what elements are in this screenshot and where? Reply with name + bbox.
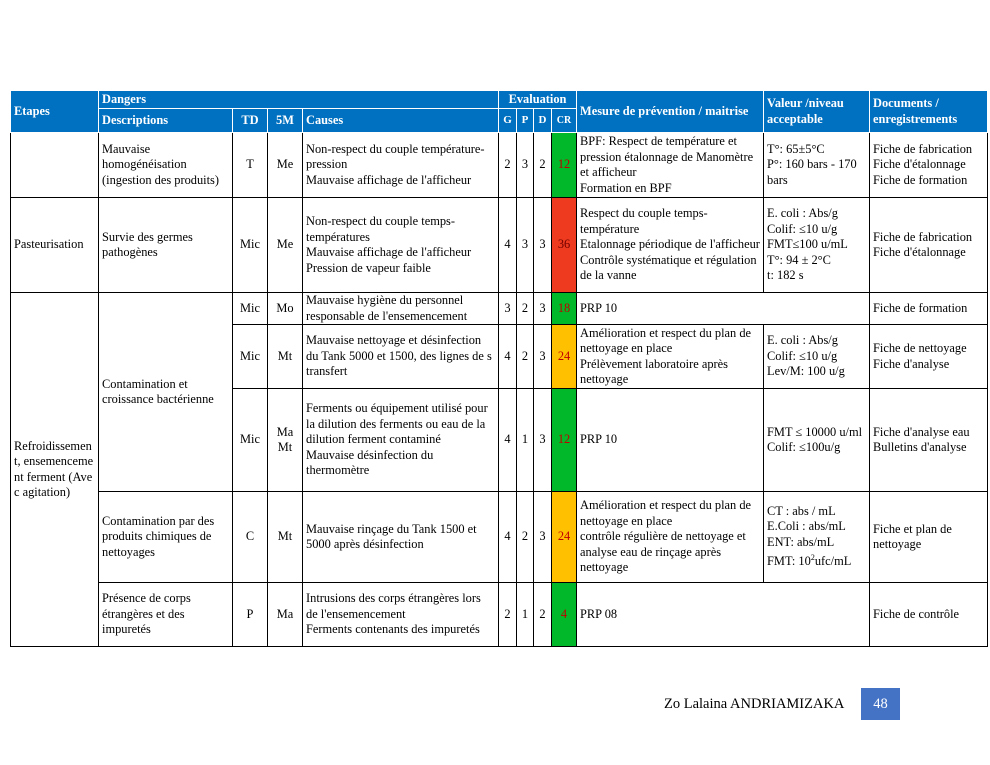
header-dangers: Dangers	[99, 91, 499, 109]
cell-td: Mic	[233, 198, 268, 293]
cell-mesure: BPF: Respect de température et pression étalonnage de Manomètre et afficheur Formation en BPF	[577, 133, 764, 198]
cell-mesure: Respect du couple temps-température Etalonnage périodique de l'afficheur Contrôle systématique et régulation de la vanne	[577, 198, 764, 293]
valeur-fmt: FMT: 10	[767, 554, 811, 569]
cell-5m: Me	[268, 198, 303, 293]
cell-g: 4	[499, 325, 517, 389]
table-row	[11, 198, 988, 293]
cell-mesure: PRP 10	[577, 293, 870, 325]
table-row	[11, 293, 988, 325]
cell-mesure: Amélioration et respect du plan de nettoyage en place Prélèvement laboratoire après nettoyage	[577, 325, 764, 389]
cell-g: 2	[499, 583, 517, 647]
cell-d: 2	[534, 583, 552, 647]
cell-valeur	[764, 492, 870, 583]
cell-p: 2	[517, 492, 534, 583]
cell-causes: Non-respect du couple temps-températures Mauvaise affichage de l'afficheur Pression de vapeur faible	[303, 198, 499, 293]
cell-etape: Refroidissement, ensemencement ferment (Avec agitation)	[11, 293, 99, 647]
cell-g: 4	[499, 198, 517, 293]
cell-p: 2	[517, 325, 534, 389]
header-documents: Documents / enregistrements	[870, 91, 988, 133]
header-causes: Causes	[303, 109, 499, 133]
cell-cr: 12	[552, 133, 577, 198]
cell-description: Contamination et croissance bactérienne	[99, 293, 233, 492]
cell-documents: Fiche de formation	[870, 293, 988, 325]
header-cr: CR	[552, 109, 577, 133]
footer-author: Zo Lalaina ANDRIAMIZAKA	[664, 696, 845, 712]
table-row	[11, 583, 988, 647]
cell-td: Mic	[233, 389, 268, 492]
cell-cr: 12	[552, 389, 577, 492]
valeur-fmt-exponent: 2	[810, 553, 815, 563]
cell-valeur: E. coli : Abs/g Colif: ≤10 u/g Lev/M: 100 u/g	[764, 325, 870, 389]
cell-p: 1	[517, 583, 534, 647]
header-valeur: Valeur /niveau acceptable	[764, 91, 870, 133]
cell-documents: Fiche de fabrication Fiche d'étalonnage	[870, 198, 988, 293]
cell-mesure: PRP 08	[577, 583, 870, 647]
cell-documents: Fiche de fabrication Fiche d'étalonnage Fiche de formation	[870, 133, 988, 198]
cell-5m: Ma	[268, 583, 303, 647]
cell-valeur: E. coli : Abs/g Colif: ≤10 u/g FMT≤100 u/mL T°: 94 ± 2°C t: 182 s	[764, 198, 870, 293]
cell-g: 4	[499, 492, 517, 583]
header-evaluation: Evaluation	[499, 91, 577, 109]
header-g: G	[499, 109, 517, 133]
cell-p: 3	[517, 198, 534, 293]
cell-documents: Fiche d'analyse eau Bulletins d'analyse	[870, 389, 988, 492]
cell-d: 3	[534, 198, 552, 293]
cell-causes: Mauvaise rinçage du Tank 1500 et 5000 après désinfection	[303, 492, 499, 583]
cell-5m: Mo	[268, 293, 303, 325]
cell-valeur: FMT ≤ 10000 u/ml Colif: ≤100u/g	[764, 389, 870, 492]
cell-documents: Fiche de nettoyage Fiche d'analyse	[870, 325, 988, 389]
cell-cr: 18	[552, 293, 577, 325]
cell-description: Survie des germes pathogènes	[99, 198, 233, 293]
haccp-table	[10, 90, 988, 647]
header-mesure: Mesure de prévention / maitrise	[577, 91, 764, 133]
table-row	[11, 133, 988, 198]
cell-g: 3	[499, 293, 517, 325]
cell-p: 1	[517, 389, 534, 492]
cell-5m: Mt	[268, 492, 303, 583]
cell-mesure: PRP 10	[577, 389, 764, 492]
header-d: D	[534, 109, 552, 133]
cell-td: Mic	[233, 325, 268, 389]
cell-d: 2	[534, 133, 552, 198]
cell-mesure: Amélioration et respect du plan de nettoyage en place contrôle régulière de nettoyage et analyse eau de rinçage après nettoyage	[577, 492, 764, 583]
cell-d: 3	[534, 389, 552, 492]
cell-causes: Mauvaise nettoyage et désinfection du Tank 5000 et 1500, des lignes de s transfert	[303, 325, 499, 389]
cell-5m: Mt	[268, 325, 303, 389]
cell-d: 3	[534, 492, 552, 583]
cell-td: T	[233, 133, 268, 198]
header-td: TD	[233, 109, 268, 133]
page-number-badge: 48	[861, 688, 900, 720]
cell-5m: Ma Mt	[268, 389, 303, 492]
cell-documents: Fiche de contrôle	[870, 583, 988, 647]
cell-etape	[11, 133, 99, 198]
cell-description: Présence de corps étrangères et des impuretés	[99, 583, 233, 647]
valeur-lines: CT : abs / mL E.Coli : abs/mL ENT: abs/mL	[767, 503, 846, 549]
header-etapes: Etapes	[11, 91, 99, 133]
header-p: P	[517, 109, 534, 133]
cell-td: C	[233, 492, 268, 583]
cell-documents: Fiche et plan de nettoyage	[870, 492, 988, 583]
table-row	[11, 492, 988, 583]
header-5m: 5M	[268, 109, 303, 133]
cell-causes: Non-respect du couple température-pression Mauvaise affichage de l'afficheur	[303, 133, 499, 198]
cell-description: Mauvaise homogénéisation (ingestion des produits)	[99, 133, 233, 198]
cell-g: 2	[499, 133, 517, 198]
cell-causes: Ferments ou équipement utilisé pour la dilution des ferments ou eau de la dilution ferment contaminé Mauvaise désinfection du thermomètre	[303, 389, 499, 492]
cell-causes: Mauvaise hygiène du personnel responsable de l'ensemencement	[303, 293, 499, 325]
cell-d: 3	[534, 325, 552, 389]
cell-cr: 24	[552, 492, 577, 583]
cell-etape: Pasteurisation	[11, 198, 99, 293]
cell-cr: 36	[552, 198, 577, 293]
cell-d: 3	[534, 293, 552, 325]
cell-p: 3	[517, 133, 534, 198]
cell-td: P	[233, 583, 268, 647]
header-descriptions: Descriptions	[99, 109, 233, 133]
cell-g: 4	[499, 389, 517, 492]
cell-valeur: T°: 65±5°C P°: 160 bars - 170 bars	[764, 133, 870, 198]
cell-5m: Me	[268, 133, 303, 198]
valeur-fmt-unit: ufc/mL	[814, 554, 852, 569]
cell-cr: 4	[552, 583, 577, 647]
cell-causes: Intrusions des corps étrangères lors de l'ensemencement Ferments contenants des impuretés	[303, 583, 499, 647]
cell-p: 2	[517, 293, 534, 325]
cell-td: Mic	[233, 293, 268, 325]
cell-description: Contamination par des produits chimiques de nettoyages	[99, 492, 233, 583]
cell-cr: 24	[552, 325, 577, 389]
